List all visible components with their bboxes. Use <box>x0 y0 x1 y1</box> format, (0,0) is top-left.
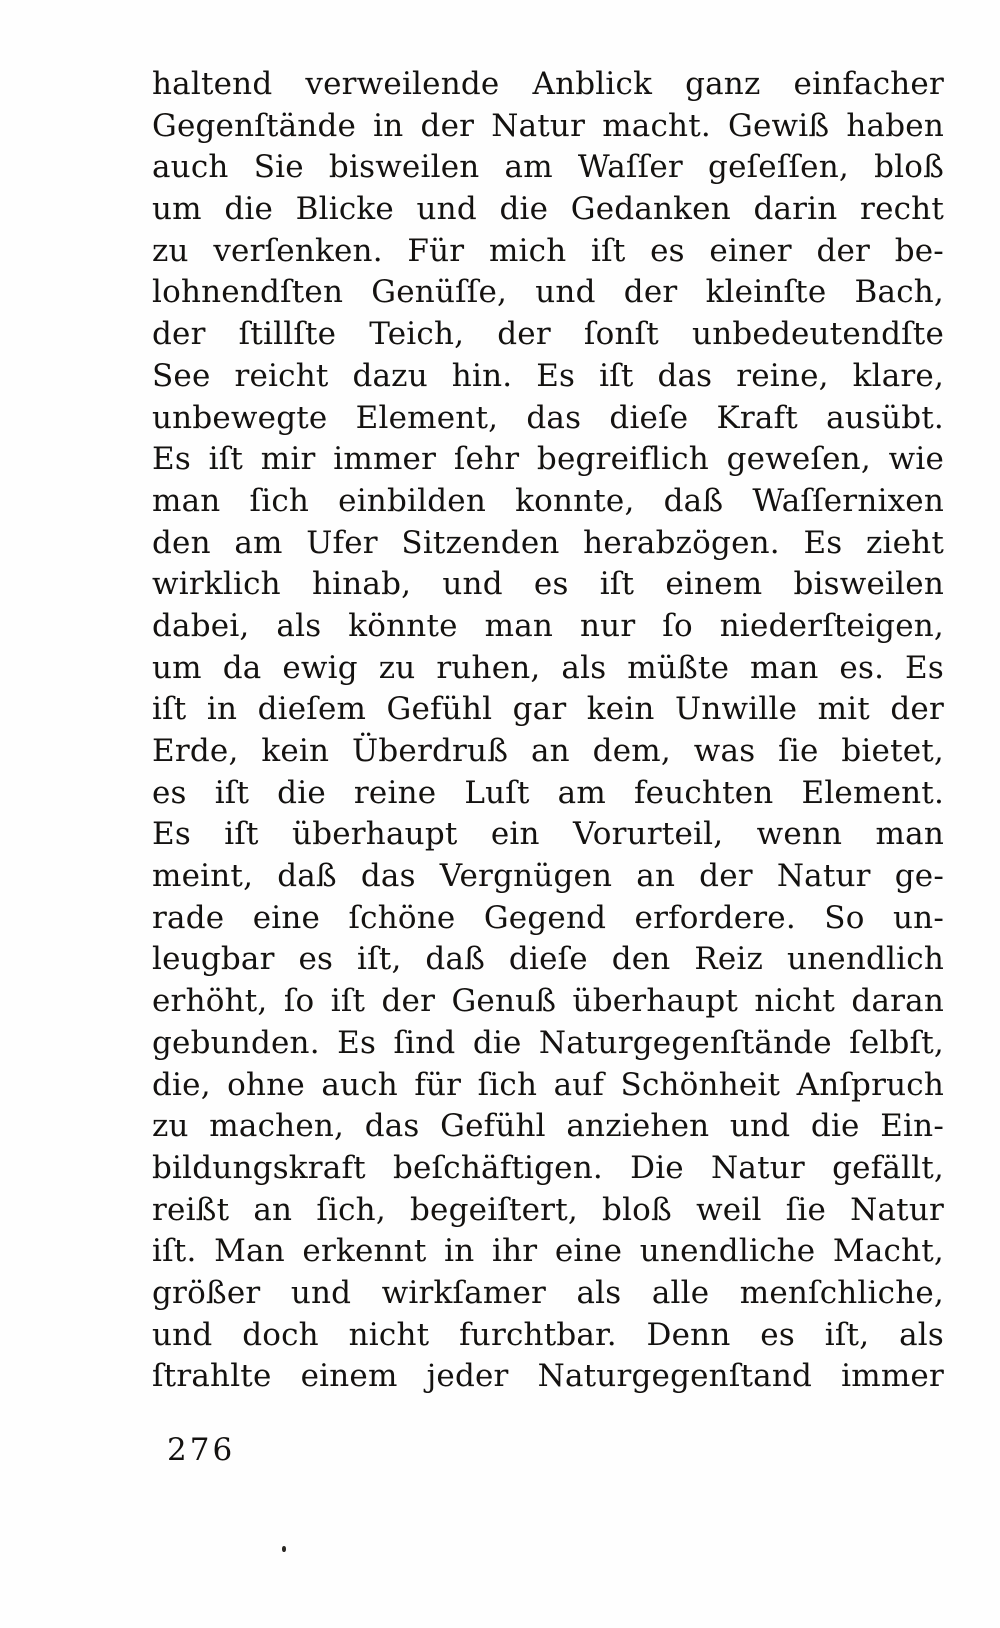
text-line: gebunden. Es ſind die Naturgegenſtände ſelbſt, <box>152 1024 944 1061</box>
text-line: und doch nicht furchtbar. Denn es iſt, als <box>152 1316 944 1353</box>
text-line: leugbar es iſt, daß dieſe den Reiz unendlich <box>152 941 944 978</box>
text-line: See reicht dazu hin. Es iſt das reine, klare, <box>152 357 944 394</box>
text-line: iſt. Man erkennt in ihr eine unendliche Macht, <box>152 1233 944 1270</box>
text-line: Gegenſtände in der Natur macht. Gewiß haben <box>152 107 944 144</box>
text-line: zu machen, das Gefühl anziehen und die Ein- <box>152 1108 944 1145</box>
text-line: um die Blicke und die Gedanken darin recht <box>152 191 944 228</box>
text-line: größer und wirkſamer als alle menſchliche, <box>152 1274 944 1311</box>
text-line: unbewegte Element, das dieſe Kraft ausübt. <box>152 399 944 436</box>
text-line: der ſtillſte Teich, der ſonſt unbedeutendſte <box>152 316 944 353</box>
text-line: lohnendſten Genüſſe, und der kleinſte Bach, <box>152 274 944 311</box>
text-line: auch Sie bisweilen am Waſſer geſeſſen, bloß <box>152 149 944 186</box>
text-line: die, ohne auch für ſich auf Schönheit Anſpruch <box>152 1066 944 1103</box>
text-line: iſt in dieſem Gefühl gar kein Unwille mit der <box>152 691 944 728</box>
body-text <box>152 64 944 1398</box>
text-line: um da ewig zu ruhen, als müßte man es. Es <box>152 649 944 686</box>
text-line: erhöht, ſo iſt der Genuß überhaupt nicht daran <box>152 983 944 1020</box>
text-line: zu verſenken. Für mich iſt es einer der be- <box>152 232 944 269</box>
text-line: bildungskraft beſchäftigen. Die Natur gefällt, <box>152 1149 944 1186</box>
text-line: rade eine ſchöne Gegend erfordere. So un- <box>152 899 944 936</box>
text-line: den am Ufer Sitzenden herabzögen. Es zieht <box>152 524 944 561</box>
text-line: reißt an ſich, begeiſtert, bloß weil ſie Natur <box>152 1191 944 1228</box>
text-line: Es iſt überhaupt ein Vorurteil, wenn man <box>152 816 944 853</box>
page-number: 276 <box>167 1432 236 1468</box>
text-line: man ſich einbilden konnte, daß Waſſernixen <box>152 482 944 519</box>
text-line: Erde, kein Überdruß an dem, was ſie bietet, <box>152 733 944 769</box>
text-line: dabei, als könnte man nur ſo niederſteigen, <box>152 607 944 644</box>
text-line: Es iſt mir immer ſehr begreiflich geweſen, wie <box>152 441 944 478</box>
text-line: ſtrahlte einem jeder Naturgegenſtand immer <box>152 1358 944 1395</box>
text-line: es iſt die reine Luſt am feuchten Element. <box>152 774 944 811</box>
text-line: wirklich hinab, und es iſt einem bisweilen <box>152 566 944 603</box>
ink-speck <box>282 1546 286 1552</box>
text-line: meint, daß das Vergnügen an der Natur ge- <box>152 858 944 895</box>
text-line: haltend verweilende Anblick ganz einfacher <box>152 66 944 102</box>
